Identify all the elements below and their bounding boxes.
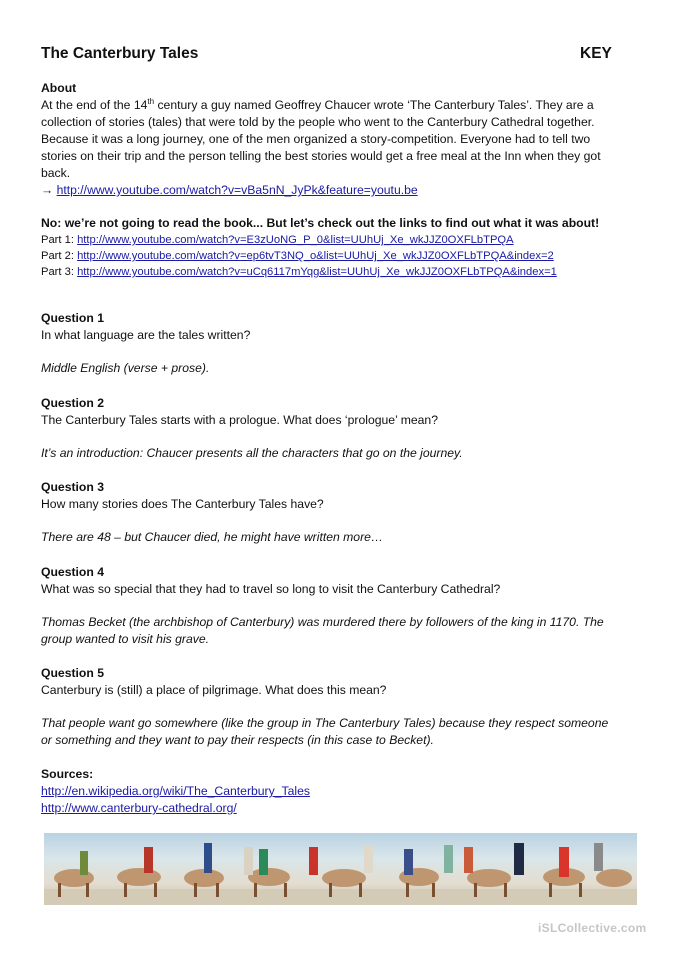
about-line-5: back. (41, 166, 71, 180)
answer-text: Middle English (verse + prose). (41, 361, 210, 375)
part-3-link[interactable]: http://www.youtube.com/watch?v=uCq6117mYqg&list=UUhUj_Xe_wkJJZ0OXFLbTPQA&index=1 (77, 266, 557, 278)
cathedral-link[interactable]: http://www.canterbury-cathedral.org/ (41, 801, 237, 815)
question-heading: Question 2 (41, 396, 104, 410)
key-label: KEY (580, 45, 612, 62)
sources-section (41, 766, 310, 817)
question-heading: Question 1 (41, 311, 104, 325)
about-text: century a guy named Geoffrey Chaucer wrote ‘The Canterbury Tales’. They are a (154, 98, 594, 112)
question-text: In what language are the tales written? (41, 328, 251, 342)
about-line-4: stories on their trip and the person telling the best stories would get a free meal at the Inn when they got (41, 149, 601, 163)
answer-text: There are 48 – but Chaucer died, he might have written more… (41, 530, 384, 544)
answer-text: It’s an introduction: Chaucer presents all the characters that go on the journey. (41, 446, 463, 460)
question-text: What was so special that they had to travel so long to visit the Canterbury Cathedral? (41, 582, 501, 596)
part-2-link[interactable]: http://www.youtube.com/watch?v=ep6tvT3NQ_o&list=UUhUj_Xe_wkJJZ0OXFLbTPQA&index=2 (77, 250, 554, 262)
answer-text: or something and they want to pay their respects (in this case to Becket). (41, 733, 434, 747)
about-text: At the end of the 14 (41, 98, 148, 112)
part-1-link[interactable]: http://www.youtube.com/watch?v=E3zUoNG_P_0&list=UUhUj_Xe_wkJJZ0OXFLbTPQA (77, 234, 514, 246)
youtube-link[interactable]: http://www.youtube.com/watch?v=vBa5nN_JyPk&feature=youtu.be (56, 183, 418, 197)
part-label: Part 3: (41, 266, 78, 278)
question-text: Canterbury is (still) a place of pilgrimage. What does this mean? (41, 683, 387, 697)
answer-text: Thomas Becket (the archbishop of Canterbury) was murdered there by followers of the king in 1170. The (41, 615, 604, 629)
wikipedia-link[interactable]: http://en.wikipedia.org/wiki/The_Canterbury_Tales (41, 784, 310, 798)
question-1 (41, 310, 250, 377)
question-3 (41, 479, 383, 546)
watermark: iSLCollective.com (538, 921, 647, 935)
links-heading: No: we’re not going to read the book... But let’s check out the links to find out what it was about! (41, 216, 600, 230)
page-title: The Canterbury Tales (41, 45, 199, 62)
question-2 (41, 395, 463, 462)
about-line-2: collection of stories (tales) that were told by the people who went to the Canterbury Cathedral together. (41, 115, 595, 129)
mural-illustration (44, 833, 637, 905)
question-5 (41, 665, 608, 749)
part-label: Part 1: (41, 234, 78, 246)
arrow-icon: → (41, 183, 54, 197)
answer-text: That people want go somewhere (like the group in The Canterbury Tales) because they respect someone (41, 716, 609, 730)
answer-text: group wanted to visit his grave. (41, 632, 210, 646)
question-text: The Canterbury Tales starts with a prologue. What does ‘prologue’ mean? (41, 413, 438, 427)
question-heading: Question 5 (41, 666, 104, 680)
about-section (41, 80, 601, 199)
superscript: th (147, 96, 155, 106)
about-line-1 (41, 97, 601, 114)
links-section (41, 215, 599, 280)
pilgrims-mural-image (44, 833, 637, 905)
question-heading: Question 3 (41, 480, 104, 494)
part-label: Part 2: (41, 250, 78, 262)
question-text: How many stories does The Canterbury Tales have? (41, 497, 324, 511)
about-heading: About (41, 81, 77, 95)
sources-heading: Sources: (41, 767, 94, 781)
question-4 (41, 564, 604, 648)
about-line-3: Because it was a long journey, one of the men organized a story-competition. Everyone had to tell two (41, 132, 591, 146)
question-heading: Question 4 (41, 565, 104, 579)
